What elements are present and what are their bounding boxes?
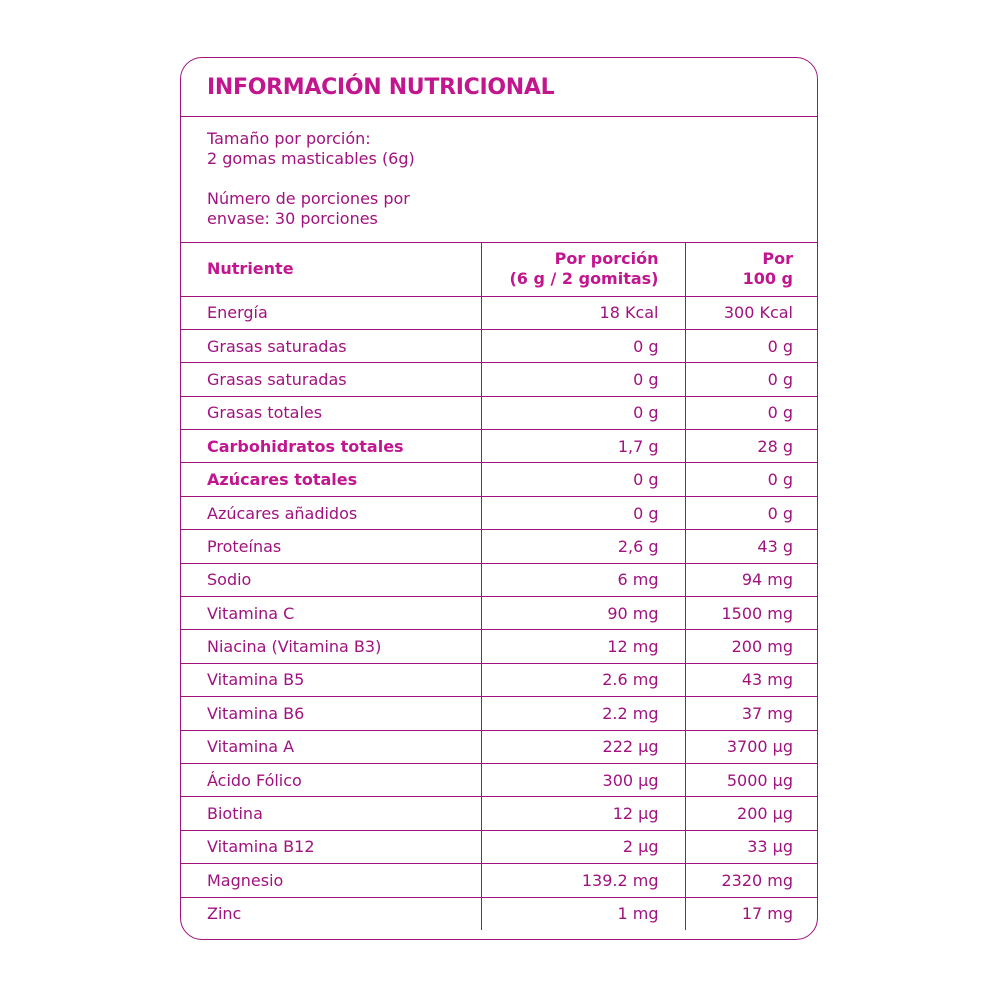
per-portion-value: 0 g [481, 396, 685, 429]
title-row [181, 58, 817, 117]
table-row [181, 697, 818, 730]
table-row [181, 763, 818, 796]
header-nutrient: Nutriente [181, 243, 481, 296]
per-100g-value: 94 mg [685, 563, 818, 596]
per-portion-value: 2 µg [481, 830, 685, 863]
page-title: INFORMACIÓN NUTRICIONAL [207, 74, 555, 100]
table-row [181, 496, 818, 529]
per-100g-value: 0 g [685, 463, 818, 496]
header-per-100g-line2: 100 g [742, 269, 793, 289]
per-portion-value: 18 Kcal [481, 296, 685, 329]
serving-size-value: 2 gomas masticables (6g) [207, 149, 415, 168]
nutrient-name: Grasas saturadas [181, 329, 481, 362]
per-100g-value: 200 µg [685, 797, 818, 830]
nutrient-name: Sodio [181, 563, 481, 596]
table-row [181, 396, 818, 429]
header-per-portion-line1: Por porción [554, 249, 659, 269]
serving-size [207, 129, 791, 169]
per-100g-value: 17 mg [741, 904, 793, 924]
nutrition-facts-panel [180, 57, 818, 940]
per-100g-value: 0 g [685, 496, 818, 529]
nutrient-name: Magnesio [181, 864, 481, 897]
nutrient-name: Vitamina C [181, 597, 481, 630]
per-portion-value: 0 g [481, 496, 685, 529]
per-100g-value: 5000 µg [685, 763, 818, 796]
nutrition-table [181, 243, 818, 930]
header-per-portion [481, 243, 685, 296]
table-row [181, 730, 818, 763]
table-row [181, 864, 818, 897]
per-portion-value: 0 g [481, 329, 685, 362]
per-portion-value: 12 µg [481, 797, 685, 830]
per-100g-value: 43 g [685, 530, 818, 563]
per-portion-value: 90 mg [481, 597, 685, 630]
table-row [181, 897, 818, 930]
table-row [181, 563, 818, 596]
per-portion-value: 2,6 g [481, 530, 685, 563]
per-portion-value: 1,7 g [481, 430, 685, 463]
servings-count-value: envase: 30 porciones [207, 209, 378, 228]
nutrient-name: Azúcares añadidos [181, 496, 481, 529]
per-100g-value: 200 mg [685, 630, 818, 663]
per-100g-value: 0 g [685, 329, 818, 362]
serving-info [181, 117, 817, 243]
nutrient-name: Biotina [181, 797, 481, 830]
per-portion-value: 300 µg [481, 763, 685, 796]
nutrient-name: Ácido Fólico [181, 763, 481, 796]
table-row [181, 530, 818, 563]
servings-per-container [207, 189, 791, 229]
per-100g-value: 43 mg [685, 663, 818, 696]
nutrient-name: Vitamina A [181, 730, 481, 763]
per-100g-value: 3700 µg [685, 730, 818, 763]
table-row [181, 597, 818, 630]
per-portion-value: 0 g [481, 363, 685, 396]
table-row [181, 430, 818, 463]
nutrient-name: Grasas saturadas [181, 363, 481, 396]
nutrient-name: Zinc [181, 897, 481, 930]
per-portion-value: 222 µg [481, 730, 685, 763]
per-100g-value: 1500 mg [685, 597, 818, 630]
per-100g-value: 0 g [685, 396, 818, 429]
header-per-100g [685, 243, 818, 296]
nutrient-name: Grasas totales [181, 396, 481, 429]
header-per-100g-line1: Por [762, 249, 793, 269]
per-portion-value: 2.2 mg [481, 697, 685, 730]
nutrient-name: Vitamina B12 [181, 830, 481, 863]
table-row [181, 663, 818, 696]
table-row [181, 296, 818, 329]
table-row [181, 463, 818, 496]
per-portion-value: 139.2 mg [481, 864, 685, 897]
per-100g-value: 300 Kcal [685, 296, 818, 329]
table-header-row [181, 243, 818, 296]
nutrient-name: Vitamina B6 [181, 697, 481, 730]
nutrient-name: Niacina (Vitamina B3) [181, 630, 481, 663]
serving-size-label: Tamaño por porción: [207, 129, 371, 148]
per-portion-value: 12 mg [481, 630, 685, 663]
per-portion-value: 0 g [481, 463, 685, 496]
table-row [181, 329, 818, 362]
per-100g-value: 28 g [685, 430, 818, 463]
per-portion-value: 2.6 mg [481, 663, 685, 696]
nutrient-name: Carbohidratos totales [181, 430, 481, 463]
table-row [181, 630, 818, 663]
table-row [181, 363, 818, 396]
servings-count-label: Número de porciones por [207, 189, 410, 208]
nutrient-name: Energía [181, 296, 481, 329]
table-row [181, 797, 818, 830]
per-100g-value: 37 mg [685, 697, 818, 730]
nutrient-name: Azúcares totales [181, 463, 481, 496]
nutrient-name: Vitamina B5 [181, 663, 481, 696]
per-100g-value: 0 g [685, 363, 818, 396]
per-100g-value: 33 µg [685, 830, 818, 863]
per-100g-value: 2320 mg [685, 864, 818, 897]
nutrient-name: Proteínas [181, 530, 481, 563]
table-row [181, 830, 818, 863]
header-per-portion-line2: (6 g / 2 gomitas) [509, 269, 659, 289]
per-portion-value: 6 mg [481, 563, 685, 596]
per-portion-value: 1 mg [481, 897, 685, 930]
